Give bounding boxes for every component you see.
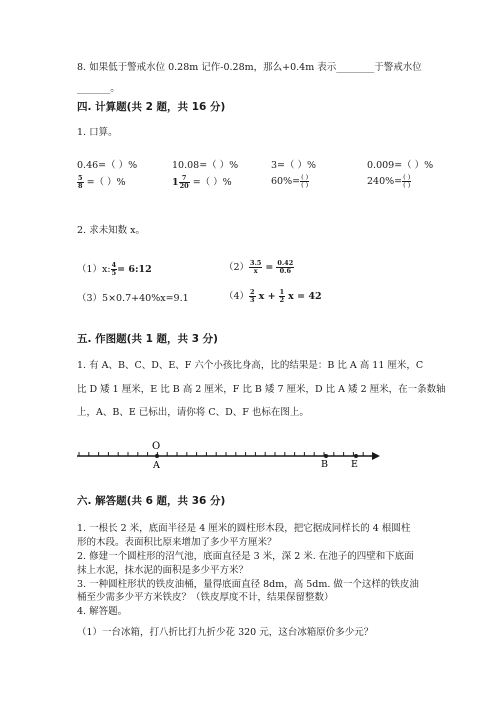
word-problem-line7: 4. 解答题。 <box>77 606 128 617</box>
calc-item-8: 240%= $\frac{( )}{( )}$ <box>367 173 411 189</box>
fraction-4-5: $\frac{4}{5}$ <box>111 261 117 277</box>
word-problem-line3: 2. 修建一个圆柱形的沼气池，底面直径是 3 米，深 2 米. 在池子的四壁和下底面 <box>77 551 414 562</box>
word-problem-line6: 桶至少需多少平方米铁皮？（铁皮厚度不计，结果保留整数） <box>77 592 334 603</box>
section-6-title: 六. 解答题(共 6 题，共 36 分) <box>77 495 226 507</box>
word-problem-line2: 形的木段。表面积比原来增加了多少平方厘米？ <box>77 537 277 548</box>
fraction-5-8: $\frac{5}{8}$ <box>78 174 83 190</box>
point-e-label: E <box>351 459 358 470</box>
drawing-question-line1: 1. 有 A、B、C、D、E、F 六个小孩比身高，比的结果是：B 比 A 高 11 厘米，C <box>77 360 424 371</box>
drawing-question-line3: 上，A、B、E 已标出，请你将 C、D、F 也标在图上。 <box>77 407 309 418</box>
equation-3: （3）5×0.7+40%x=9.1 <box>77 293 189 304</box>
point-a-marker <box>155 454 159 458</box>
word-problem-line5: 3. 一种圆柱形状的铁皮油桶，量得底面直径 8dm，高 5dm. 做一个这样的铁皮油 <box>77 579 419 590</box>
number-line <box>0 432 500 472</box>
point-e-marker <box>354 454 358 458</box>
calc-item-7: 60%= $\frac{( )}{( )}$ <box>271 173 309 189</box>
calc-item-4: 0.009=（ ）% <box>367 160 434 171</box>
section-4-title: 四. 计算题(共 2 题，共 16 分) <box>77 101 226 113</box>
blank-fraction: $\frac{( )}{( )}$ <box>403 173 411 189</box>
equation-4: （4） $\frac{2}{3}$ x + $\frac{1}{2}$ x = 42 <box>224 288 322 304</box>
fraction-3.5-x: $\frac{3.5}{x}$ <box>250 259 262 275</box>
fraction-1-2: $\frac{1}{2}$ <box>279 288 285 304</box>
calc-item-2: 10.08=（ ）% <box>172 160 239 171</box>
word-problem-line4: 抹上水泥，抹水泥的面积是多少平方米？ <box>77 565 249 576</box>
fraction-2-3: $\frac{2}{3}$ <box>250 288 255 304</box>
q8-line2: _______。 <box>77 83 120 94</box>
fraction-7-20: $\frac{7}{20}$ <box>179 174 189 190</box>
section-5-title: 五. 作图题(共 1 题，共 3 分) <box>77 333 218 345</box>
oral-calc-label: 1. 口算。 <box>77 127 118 138</box>
point-a-label: A <box>153 460 160 471</box>
point-b-label: B <box>321 459 328 470</box>
blank-fraction: $\frac{( )}{( )}$ <box>301 173 309 189</box>
solve-x-label: 2. 求未知数 x。 <box>77 225 145 236</box>
calc-item-1: 0.46=（ ）% <box>77 160 138 171</box>
origin-label: O <box>152 441 161 452</box>
arrow-head <box>372 452 380 460</box>
word-problem-line8: （1）一台冰箱，打八折比打九折少花 320 元，这台冰箱原价多少元？ <box>77 627 374 638</box>
equation-2: （2） $\frac{3.5}{x}$ = $\frac{0.42}{0.6}$ <box>224 259 294 275</box>
calc-item-3: 3=（ ）% <box>271 160 317 171</box>
equation-1: （1）x: $\frac{4}{5}$ = 6:12 <box>77 261 152 277</box>
calc-item-5: $\frac{5}{8}$ =（ ）% <box>78 174 126 190</box>
point-b-marker <box>324 454 328 458</box>
q8-line1: 8. 如果低于警戒水位 0.28m 记作-0.28m，那么+0.4m 表示________于警戒水位 <box>77 62 422 73</box>
fraction-0.42-0.6: $\frac{0.42}{0.6}$ <box>277 259 294 275</box>
word-problem-line1: 1. 一根长 2 米，底面半径是 4 厘米的圆柱形木段，把它据成同样长的 4 根圆柱 <box>77 523 411 534</box>
calc-item-6: 1 $\frac{7}{20}$ =（ ）% <box>172 174 232 190</box>
drawing-question-line2: 比 D 矮 1 厘米，E 比 B 高 2 厘米，F 比 B 矮 7 厘米，D 比 A 矮 2 厘米，在一条数轴 <box>77 384 446 395</box>
